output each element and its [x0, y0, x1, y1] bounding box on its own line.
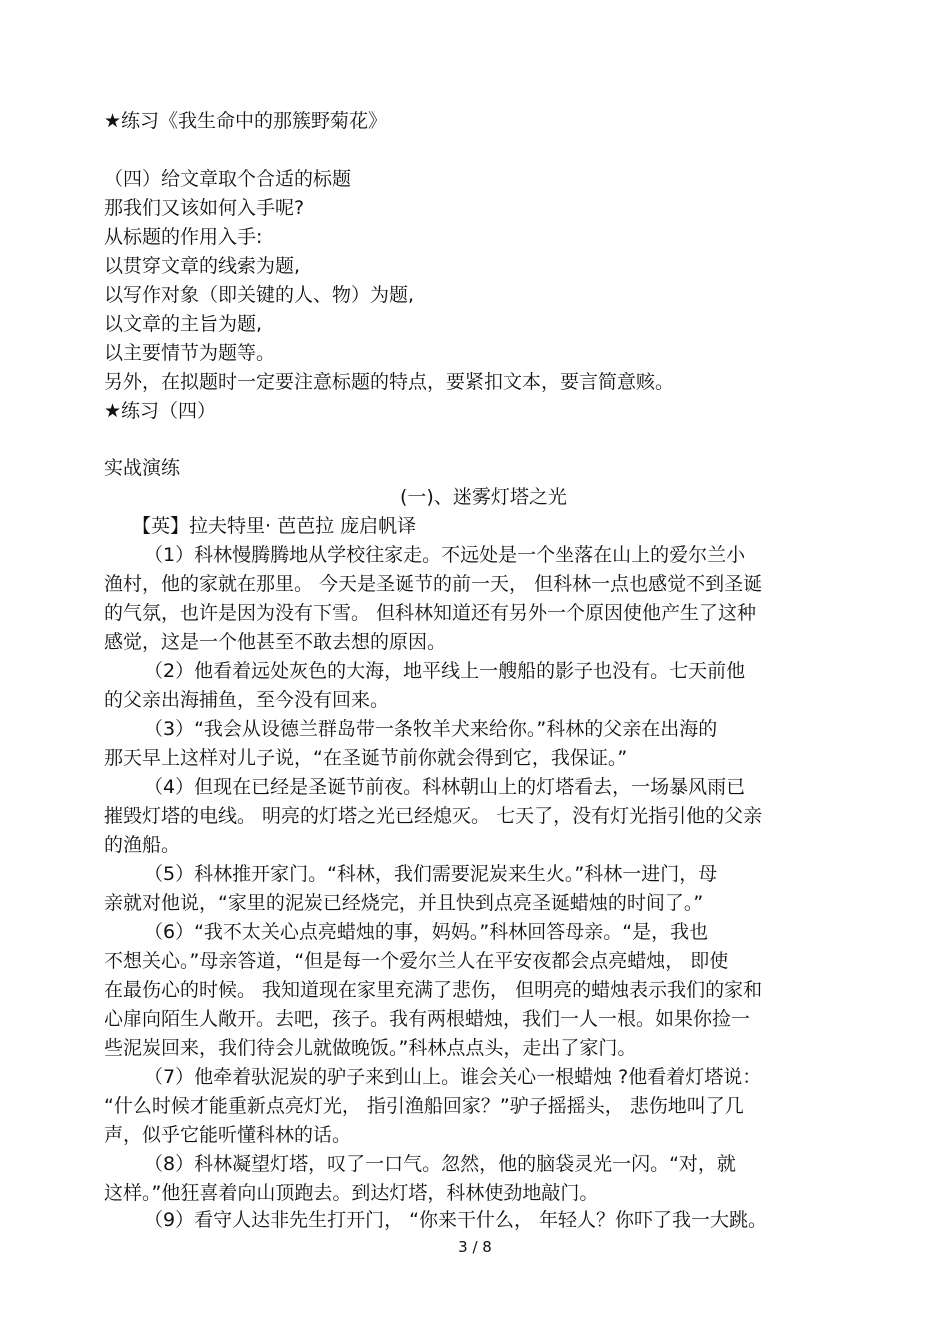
drill-label: 实战演练: [104, 457, 181, 479]
article-line: “什么时候才能重新点亮灯光， 指引渔船回家？”驴子摇摇头， 悲伤地叫了几: [104, 1095, 744, 1117]
article-line: （2）他看着远处灰色的大海，地平线上一艘船的影子也没有。七天前他: [144, 660, 746, 682]
question-text: 那我们又该如何入手呢?: [104, 197, 305, 219]
section-title: （四）给文章取个合适的标题: [104, 168, 352, 190]
article-line: 在最伤心的时候。 我知道现在家里充满了悲伤， 但明亮的蜡烛表示我们的家和: [104, 979, 763, 1001]
practice-title: ★练习《我生命中的那簇野菊花》: [104, 110, 388, 132]
article-line: 的父亲出海捕鱼，至今没有回来。: [104, 689, 390, 711]
article-line: 心扉向陌生人敞开。去吧，孩子。我有两根蜡烛，我们一人一根。如果你捡一: [104, 1008, 751, 1030]
article-line: 摧毁灯塔的电线。 明亮的灯塔之光已经熄灭。 七天了，没有灯光指引他的父亲: [104, 805, 763, 827]
article-line: 些泥炭回来，我们待会儿就做晚饭。”科林点点头，走出了家门。: [104, 1037, 637, 1059]
method-intro: 从标题的作用入手:: [104, 226, 263, 248]
method-item: 以文章的主旨为题,: [104, 313, 263, 335]
article-line: （6）“我不太关心点亮蜡烛的事，妈妈。”科林回答母亲。“是，我也: [144, 921, 709, 943]
method-item: 以主要情节为题等。: [104, 342, 276, 364]
article-line: （3）“我会从设德兰群岛带一条牧羊犬来给你。”科林的父亲在出海的: [144, 718, 718, 740]
page-number: 3 / 8: [458, 1238, 492, 1256]
note-text: 另外，在拟题时一定要注意标题的特点，要紧扣文本，要言简意赅。: [104, 371, 675, 393]
article-line: 声，似乎它能听懂科林的话。: [104, 1124, 352, 1146]
article-line: 的气氛，也许是因为没有下雪。 但科林知道还有另外一个原因使他产生了这种: [104, 602, 757, 624]
article-line: 的渔船。: [104, 834, 181, 856]
article-title: (一)、迷雾灯塔之光: [400, 486, 567, 508]
article-line: 感觉，这是一个他甚至不敢去想的原因。: [104, 631, 447, 653]
article-line: 不想关心。”母亲答道，“但是每一个爱尔兰人在平安夜都会点亮蜡烛， 即使: [104, 950, 729, 972]
article-line: （4）但现在已经是圣诞节前夜。科林朝山上的灯塔看去，一场暴风雨已: [144, 776, 746, 798]
article-line: （9）看守人达非先生打开门， “你来干什么， 年轻人？你吓了我一大跳。: [144, 1209, 768, 1231]
article-line: 这样。”他狂喜着向山顶跑去。到达灯塔，科林使劲地敲门。: [104, 1182, 599, 1204]
article-line: 那天早上这样对儿子说，“在圣诞节前你就会得到它，我保证。”: [104, 747, 628, 769]
author-line: 【英】拉夫特里· 芭芭拉 庞启帆译: [132, 515, 417, 537]
article-line: （8）科林凝望灯塔，叹了一口气。忽然，他的脑袋灵光一闪。“对，就: [144, 1153, 736, 1175]
article-line: （1）科林慢腾腾地从学校往家走。不远处是一个坐落在山上的爱尔兰小: [144, 544, 746, 566]
method-item: 以贯穿文章的线索为题,: [104, 255, 301, 277]
article-line: 渔村，他的家就在那里。 今天是圣诞节的前一天， 但科林一点也感觉不到圣诞: [104, 573, 763, 595]
article-line: 亲就对他说，“家里的泥炭已经烧完，并且快到点亮圣诞蜡烛的时间了。”: [104, 892, 704, 914]
practice-four-label: ★练习（四）: [104, 400, 217, 422]
method-item: 以写作对象（即关键的人、物）为题,: [104, 284, 415, 306]
article-line: （7）他牵着驮泥炭的驴子来到山上。谁会关心一根蜡烛 ?他看着灯塔说：: [144, 1066, 762, 1088]
article-line: （5）科林推开家门。“科林，我们需要泥炭来生火。”科林一进门，母: [144, 863, 718, 885]
